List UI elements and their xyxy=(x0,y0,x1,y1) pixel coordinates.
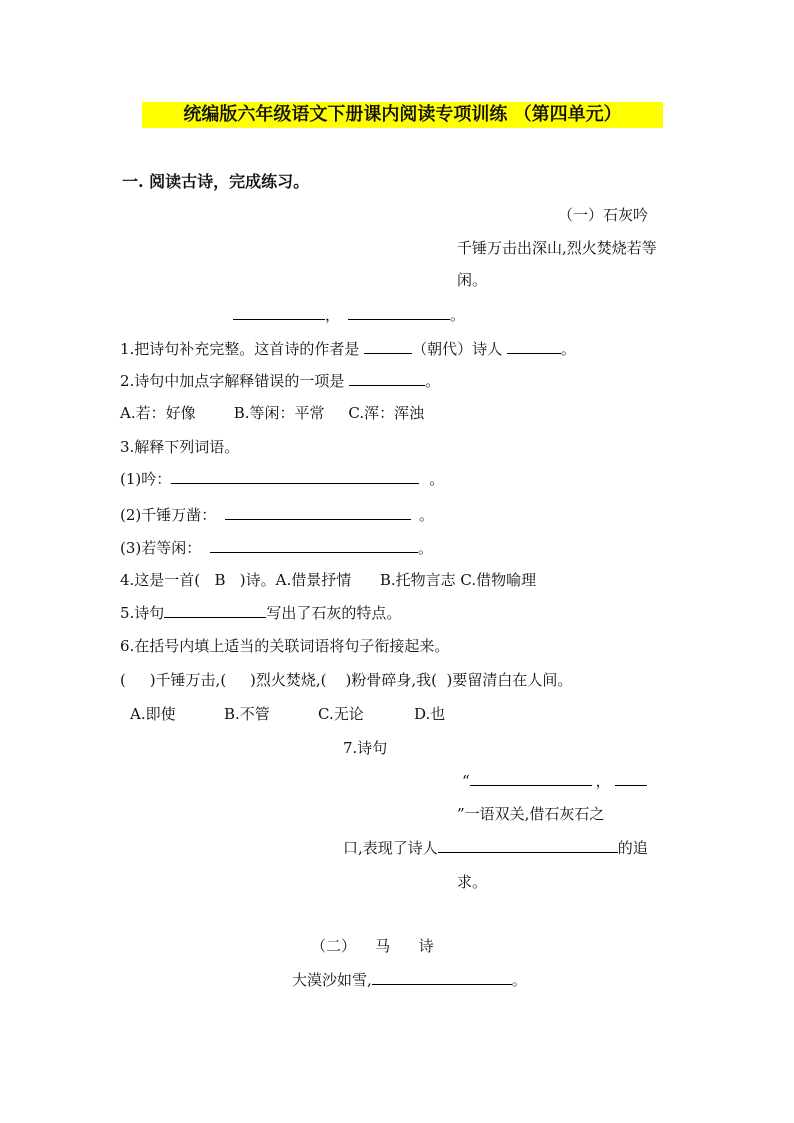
question-7-line: 口,表现了诗人 的追 xyxy=(343,839,648,857)
fill-blank[interactable] xyxy=(348,305,450,320)
question-7: 7.诗句 xyxy=(343,739,388,757)
fill-blank[interactable] xyxy=(349,371,425,386)
question-5: 5.诗句 写出了石灰的特点。 xyxy=(120,604,402,622)
question-2-options: A.若：好像 B.等闲：平常 C.浑：浑浊 xyxy=(120,404,425,422)
poem1-line: 千锤万击出深山,烈火焚烧若等 xyxy=(457,239,657,257)
fill-blank[interactable] xyxy=(438,838,618,853)
fill-blank[interactable] xyxy=(615,771,647,786)
fill-blank[interactable] xyxy=(225,505,411,520)
option-a: A.即使 xyxy=(130,705,176,723)
poem1-heading: （一）石灰吟 xyxy=(558,206,649,224)
question-4: 4.这是一首( B )诗。A.借景抒情 B.托物言志 C.借物喻理 xyxy=(120,571,537,589)
poem-fill-line: ， 。 xyxy=(233,305,465,325)
poem1-line-end: 闲。 xyxy=(457,271,488,289)
fill-blank[interactable] xyxy=(364,339,412,354)
fill-blank[interactable] xyxy=(210,538,418,553)
question-6-sentence: ( )千锤万击,( )烈火焚烧,( )粉骨碎身,我( )要留清白在人间。 xyxy=(120,671,573,689)
question-3-2: (2)千锤万凿： 。 xyxy=(120,506,435,524)
option-d: D.也 xyxy=(414,705,446,723)
fill-blank[interactable] xyxy=(470,771,592,786)
poem2-heading: （二） 马 诗 xyxy=(311,937,434,955)
fill-blank[interactable] xyxy=(233,305,325,320)
section-heading: 一. 阅读古诗，完成练习。 xyxy=(122,172,310,191)
poem2-line: 大漠沙如雪, 。 xyxy=(292,971,527,989)
question-6: 6.在括号内填上适当的关联词语将句子衔接起来。 xyxy=(120,637,450,655)
option-b: B.不管 xyxy=(224,705,270,723)
question-3: 3.解释下列词语。 xyxy=(120,438,240,456)
question-3-3: (3)若等闲： 。 xyxy=(120,539,434,557)
question-2: 2.诗句中加点字解释错误的一项是 。 xyxy=(120,372,441,390)
fill-blank[interactable] xyxy=(507,339,561,354)
question-1: 1.把诗句补充完整。这首诗的作者是 （朝代）诗人 。 xyxy=(120,340,576,358)
question-3-1: (1)吟： 。 xyxy=(120,470,445,488)
option-c: C.无论 xyxy=(318,705,364,723)
page-title: 统编版六年级语文下册课内阅读专项训练 （第四单元） xyxy=(142,102,663,128)
fill-blank[interactable] xyxy=(171,469,419,484)
question-7-line: “ ， xyxy=(462,771,647,791)
question-7-line: ”一语双关,借石灰石之 xyxy=(457,805,605,823)
fill-blank[interactable] xyxy=(372,970,512,985)
question-7-line: 求。 xyxy=(457,873,488,891)
fill-blank[interactable] xyxy=(164,603,266,618)
